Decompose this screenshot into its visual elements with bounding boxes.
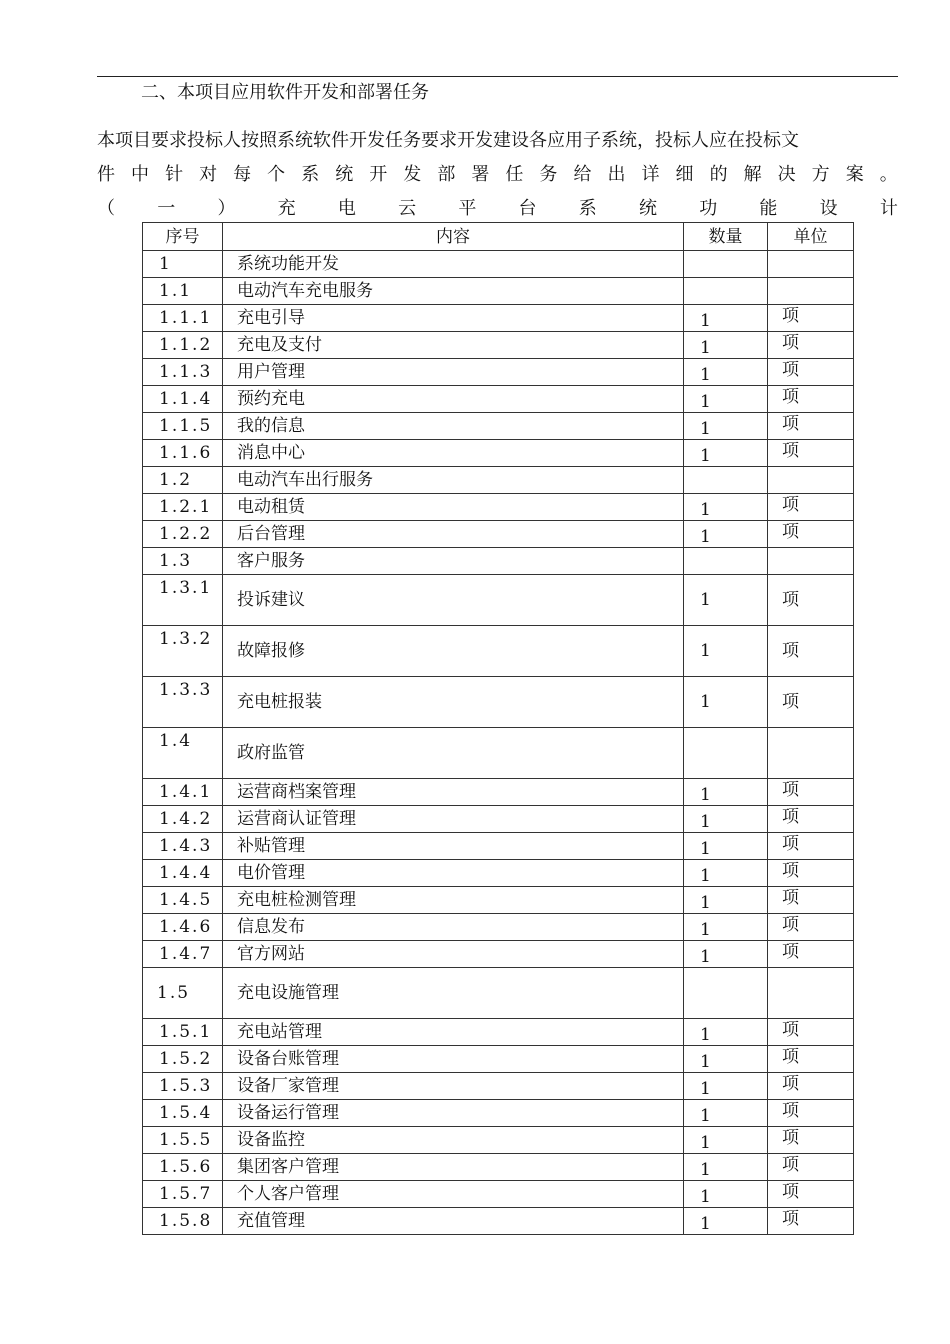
justified-char: 功 bbox=[699, 198, 718, 219]
table-row bbox=[143, 1127, 854, 1154]
table-subheading bbox=[97, 196, 898, 222]
cell-unit bbox=[768, 548, 854, 575]
paragraph-line-1: 本项目要求投标人按照系统软件开发任务要求开发建设各应用子系统，投标人应在投标文 bbox=[97, 130, 799, 151]
header-unit: 单位 bbox=[768, 223, 854, 251]
cell-unit bbox=[768, 728, 854, 779]
cell-unit: 项 bbox=[768, 1046, 854, 1073]
cell-unit: 项 bbox=[768, 359, 854, 386]
cell-content: 补贴管理 bbox=[223, 833, 684, 860]
cell-no: 1.5.5 bbox=[143, 1127, 223, 1154]
table-row bbox=[143, 1181, 854, 1208]
table-row bbox=[143, 413, 854, 440]
table-row bbox=[143, 1019, 854, 1046]
cell-qty bbox=[684, 548, 768, 575]
table-row bbox=[143, 467, 854, 494]
justified-char: 针 bbox=[165, 164, 184, 185]
justified-char: 解 bbox=[743, 164, 762, 185]
cell-no: 1.2.2 bbox=[143, 521, 223, 548]
cell-qty: 1 bbox=[684, 494, 768, 521]
table-row bbox=[143, 494, 854, 521]
cell-content: 运营商档案管理 bbox=[223, 779, 684, 806]
cell-content: 用户管理 bbox=[223, 359, 684, 386]
justified-char: 务 bbox=[539, 164, 558, 185]
cell-content: 预约充电 bbox=[223, 386, 684, 413]
justified-char: 任 bbox=[505, 164, 524, 185]
table-row bbox=[143, 779, 854, 806]
cell-no: 1.2.1 bbox=[143, 494, 223, 521]
cell-no: 1.1.4 bbox=[143, 386, 223, 413]
cell-no: 1.5.7 bbox=[143, 1181, 223, 1208]
table-row bbox=[143, 728, 854, 779]
cell-qty: 1 bbox=[684, 1073, 768, 1100]
cell-qty: 1 bbox=[684, 575, 768, 626]
justified-char: 统 bbox=[638, 198, 657, 219]
cell-content: 电动租赁 bbox=[223, 494, 684, 521]
cell-content: 电价管理 bbox=[223, 860, 684, 887]
cell-qty: 1 bbox=[684, 386, 768, 413]
cell-content: 我的信息 bbox=[223, 413, 684, 440]
cell-qty: 1 bbox=[684, 806, 768, 833]
cell-qty: 1 bbox=[684, 1019, 768, 1046]
cell-qty: 1 bbox=[684, 626, 768, 677]
cell-no: 1.4 bbox=[143, 728, 223, 779]
justified-char: 件 bbox=[97, 164, 115, 185]
cell-content: 充电及支付 bbox=[223, 332, 684, 359]
cell-unit bbox=[768, 278, 854, 305]
cell-no: 1.4.5 bbox=[143, 887, 223, 914]
table-row bbox=[143, 386, 854, 413]
cell-unit: 项 bbox=[768, 521, 854, 548]
justified-char: ） bbox=[217, 198, 236, 219]
cell-qty: 1 bbox=[684, 440, 768, 467]
justified-char: 详 bbox=[641, 164, 660, 185]
cell-content: 设备台账管理 bbox=[223, 1046, 684, 1073]
cell-qty: 1 bbox=[684, 887, 768, 914]
cell-qty: 1 bbox=[684, 359, 768, 386]
justified-char: 部 bbox=[437, 164, 456, 185]
cell-qty: 1 bbox=[684, 1154, 768, 1181]
justified-char: 决 bbox=[777, 164, 796, 185]
table-row bbox=[143, 677, 854, 728]
cell-content: 运营商认证管理 bbox=[223, 806, 684, 833]
justified-char: 对 bbox=[199, 164, 218, 185]
header-qty: 数量 bbox=[684, 223, 768, 251]
section-heading: 二、本项目应用软件开发和部署任务 bbox=[141, 82, 429, 103]
cell-qty bbox=[684, 467, 768, 494]
cell-unit: 项 bbox=[768, 1154, 854, 1181]
cell-unit: 项 bbox=[768, 626, 854, 677]
cell-content: 充电引导 bbox=[223, 305, 684, 332]
cell-unit: 项 bbox=[768, 941, 854, 968]
justified-char: 电 bbox=[337, 198, 356, 219]
table-row bbox=[143, 278, 854, 305]
cell-content: 后台管理 bbox=[223, 521, 684, 548]
cell-content: 个人客户管理 bbox=[223, 1181, 684, 1208]
cell-qty: 1 bbox=[684, 860, 768, 887]
table-row bbox=[143, 521, 854, 548]
cell-no: 1.1 bbox=[143, 278, 223, 305]
cell-no: 1.5.4 bbox=[143, 1100, 223, 1127]
paragraph-line-2 bbox=[97, 162, 898, 188]
cell-no: 1.4.3 bbox=[143, 833, 223, 860]
cell-unit: 项 bbox=[768, 806, 854, 833]
cell-unit: 项 bbox=[768, 779, 854, 806]
justified-char: 统 bbox=[335, 164, 354, 185]
justified-char: 出 bbox=[607, 164, 626, 185]
justified-char: 平 bbox=[458, 198, 477, 219]
table-row bbox=[143, 440, 854, 467]
cell-content: 充电站管理 bbox=[223, 1019, 684, 1046]
cell-no: 1.1.6 bbox=[143, 440, 223, 467]
cell-qty: 1 bbox=[684, 779, 768, 806]
justified-char: 一 bbox=[157, 198, 176, 219]
cell-unit: 项 bbox=[768, 1019, 854, 1046]
cell-unit: 项 bbox=[768, 413, 854, 440]
cell-no: 1 bbox=[143, 251, 223, 278]
cell-content: 官方网站 bbox=[223, 941, 684, 968]
table-row bbox=[143, 548, 854, 575]
cell-unit: 项 bbox=[768, 677, 854, 728]
justified-char: 。 bbox=[879, 164, 898, 185]
cell-no: 1.5.6 bbox=[143, 1154, 223, 1181]
table-row bbox=[143, 860, 854, 887]
cell-unit: 项 bbox=[768, 386, 854, 413]
table-row bbox=[143, 833, 854, 860]
cell-no: 1.5.8 bbox=[143, 1208, 223, 1235]
table-row bbox=[143, 1073, 854, 1100]
justified-char: 云 bbox=[398, 198, 417, 219]
justified-char: 每 bbox=[233, 164, 252, 185]
cell-unit: 项 bbox=[768, 332, 854, 359]
cell-content: 信息发布 bbox=[223, 914, 684, 941]
cell-content: 投诉建议 bbox=[223, 575, 684, 626]
cell-unit bbox=[768, 467, 854, 494]
table-row bbox=[143, 941, 854, 968]
cell-unit: 项 bbox=[768, 1100, 854, 1127]
cell-content: 设备运行管理 bbox=[223, 1100, 684, 1127]
cell-no: 1.4.2 bbox=[143, 806, 223, 833]
cell-content: 电动汽车充电服务 bbox=[223, 278, 684, 305]
justified-char: 案 bbox=[845, 164, 864, 185]
cell-qty: 1 bbox=[684, 1046, 768, 1073]
cell-unit: 项 bbox=[768, 860, 854, 887]
cell-unit: 项 bbox=[768, 833, 854, 860]
cell-qty: 1 bbox=[684, 305, 768, 332]
justified-char: 系 bbox=[578, 198, 597, 219]
justified-char: 台 bbox=[518, 198, 537, 219]
justified-char: 能 bbox=[759, 198, 778, 219]
cell-qty: 1 bbox=[684, 914, 768, 941]
cell-no: 1.1.5 bbox=[143, 413, 223, 440]
justified-char: 系 bbox=[301, 164, 320, 185]
cell-qty: 1 bbox=[684, 833, 768, 860]
cell-content: 政府监管 bbox=[223, 728, 684, 779]
justified-char: 个 bbox=[267, 164, 286, 185]
cell-unit: 项 bbox=[768, 440, 854, 467]
cell-no: 1.2 bbox=[143, 467, 223, 494]
cell-qty: 1 bbox=[684, 1100, 768, 1127]
cell-no: 1.1.3 bbox=[143, 359, 223, 386]
cell-unit: 项 bbox=[768, 575, 854, 626]
justified-char: 方 bbox=[811, 164, 830, 185]
cell-no: 1.3.2 bbox=[143, 626, 223, 677]
cell-no: 1.4.1 bbox=[143, 779, 223, 806]
justified-char: （ bbox=[97, 198, 115, 219]
cell-qty: 1 bbox=[684, 677, 768, 728]
table-body bbox=[143, 251, 854, 1235]
cell-no: 1.4.4 bbox=[143, 860, 223, 887]
justified-char: 的 bbox=[709, 164, 728, 185]
header-content: 内容 bbox=[223, 223, 684, 251]
table-row bbox=[143, 887, 854, 914]
cell-qty: 1 bbox=[684, 1127, 768, 1154]
table-row bbox=[143, 1154, 854, 1181]
cell-qty bbox=[684, 968, 768, 1019]
cell-no: 1.5.1 bbox=[143, 1019, 223, 1046]
cell-qty: 1 bbox=[684, 941, 768, 968]
table-header-row bbox=[143, 223, 854, 251]
table-row bbox=[143, 1208, 854, 1235]
cell-no: 1.4.6 bbox=[143, 914, 223, 941]
cell-no: 1.5 bbox=[143, 968, 223, 1019]
table-row bbox=[143, 332, 854, 359]
cell-unit bbox=[768, 251, 854, 278]
cell-qty: 1 bbox=[684, 521, 768, 548]
cell-content: 消息中心 bbox=[223, 440, 684, 467]
cell-qty: 1 bbox=[684, 413, 768, 440]
cell-unit: 项 bbox=[768, 1181, 854, 1208]
cell-no: 1.1.2 bbox=[143, 332, 223, 359]
cell-unit: 项 bbox=[768, 914, 854, 941]
table-row bbox=[143, 359, 854, 386]
cell-unit: 项 bbox=[768, 1127, 854, 1154]
cell-no: 1.1.1 bbox=[143, 305, 223, 332]
function-design-table bbox=[142, 222, 854, 1235]
table-row bbox=[143, 575, 854, 626]
cell-content: 设备监控 bbox=[223, 1127, 684, 1154]
justified-char: 细 bbox=[675, 164, 694, 185]
cell-qty: 1 bbox=[684, 1181, 768, 1208]
table-row bbox=[143, 914, 854, 941]
cell-qty bbox=[684, 728, 768, 779]
cell-content: 故障报修 bbox=[223, 626, 684, 677]
cell-content: 充值管理 bbox=[223, 1208, 684, 1235]
cell-no: 1.5.2 bbox=[143, 1046, 223, 1073]
header-rule bbox=[97, 76, 898, 77]
justified-char: 中 bbox=[131, 164, 150, 185]
cell-unit: 项 bbox=[768, 887, 854, 914]
cell-no: 1.5.3 bbox=[143, 1073, 223, 1100]
cell-content: 电动汽车出行服务 bbox=[223, 467, 684, 494]
cell-unit: 项 bbox=[768, 1073, 854, 1100]
cell-no: 1.3.3 bbox=[143, 677, 223, 728]
cell-content: 充电桩报装 bbox=[223, 677, 684, 728]
cell-unit bbox=[768, 968, 854, 1019]
cell-content: 客户服务 bbox=[223, 548, 684, 575]
cell-unit: 项 bbox=[768, 1208, 854, 1235]
cell-content: 集团客户管理 bbox=[223, 1154, 684, 1181]
table-row bbox=[143, 1100, 854, 1127]
table-row bbox=[143, 968, 854, 1019]
cell-no: 1.3 bbox=[143, 548, 223, 575]
justified-char: 发 bbox=[403, 164, 422, 185]
cell-unit: 项 bbox=[768, 494, 854, 521]
cell-content: 充电桩检测管理 bbox=[223, 887, 684, 914]
cell-no: 1.3.1 bbox=[143, 575, 223, 626]
justified-char: 计 bbox=[879, 198, 898, 219]
cell-content: 充电设施管理 bbox=[223, 968, 684, 1019]
table-row bbox=[143, 305, 854, 332]
header-no: 序号 bbox=[143, 223, 223, 251]
cell-qty bbox=[684, 278, 768, 305]
justified-char: 开 bbox=[369, 164, 388, 185]
cell-content: 设备厂家管理 bbox=[223, 1073, 684, 1100]
cell-content: 系统功能开发 bbox=[223, 251, 684, 278]
table-row bbox=[143, 1046, 854, 1073]
cell-qty: 1 bbox=[684, 332, 768, 359]
justified-char: 给 bbox=[573, 164, 592, 185]
cell-unit: 项 bbox=[768, 305, 854, 332]
table-row bbox=[143, 626, 854, 677]
cell-qty bbox=[684, 251, 768, 278]
cell-qty: 1 bbox=[684, 1208, 768, 1235]
justified-char: 设 bbox=[819, 198, 838, 219]
table-row bbox=[143, 251, 854, 278]
justified-char: 充 bbox=[277, 198, 296, 219]
cell-no: 1.4.7 bbox=[143, 941, 223, 968]
table-row bbox=[143, 806, 854, 833]
justified-char: 署 bbox=[471, 164, 490, 185]
